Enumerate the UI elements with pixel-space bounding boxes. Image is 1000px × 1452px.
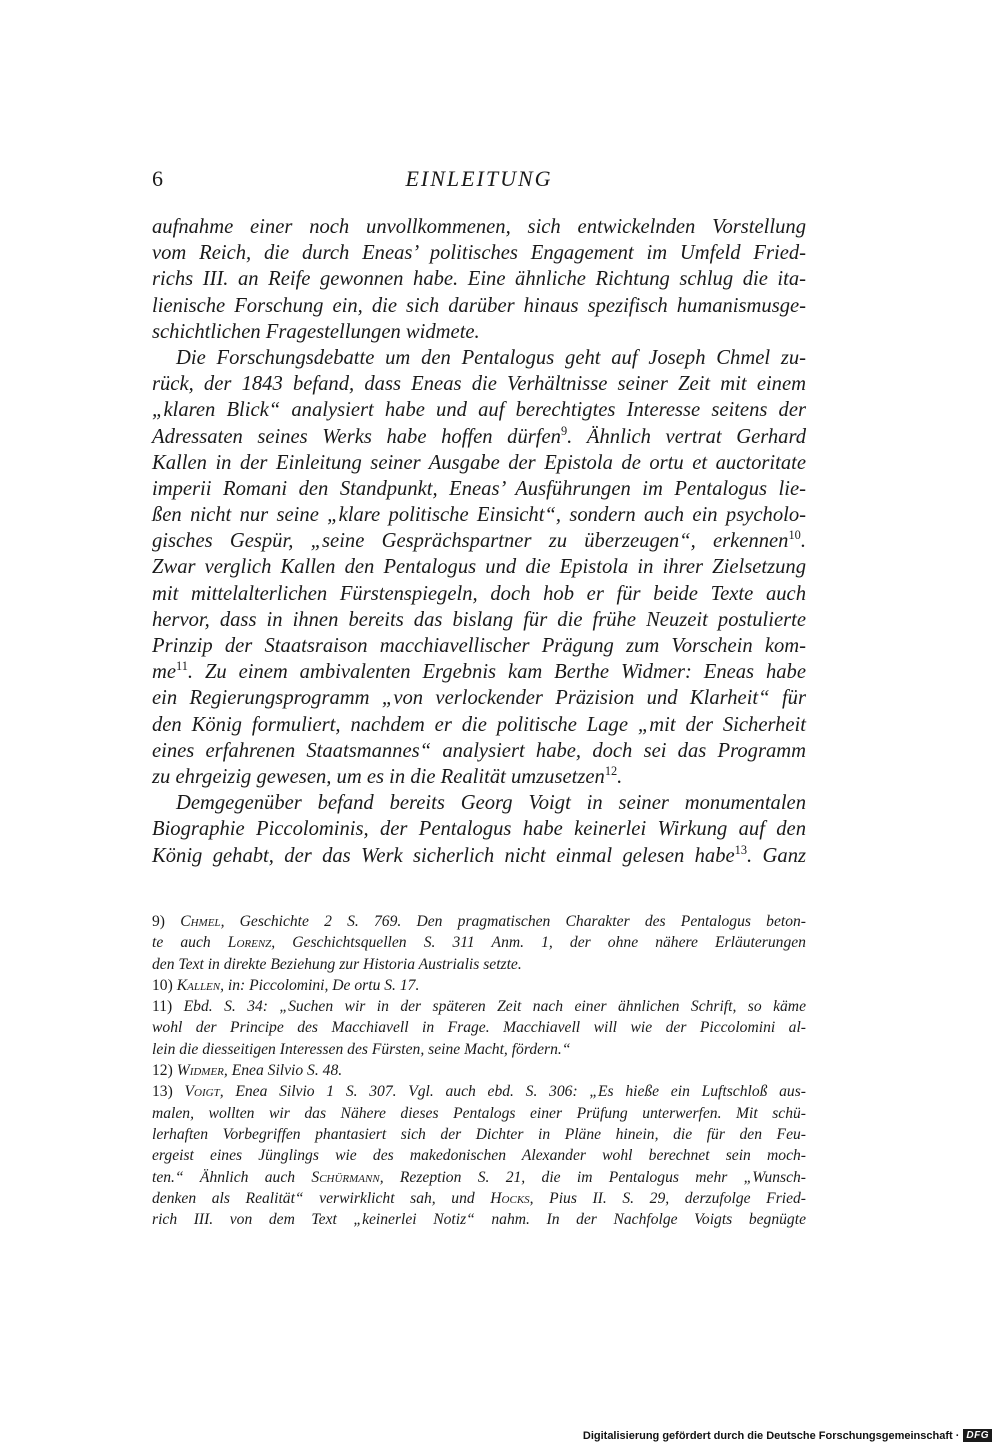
text-segment: . Zu einem ambivalenten Ergebnis kam Berthe Widmer: Eneas habe bbox=[187, 661, 806, 684]
author-name: Hocks bbox=[490, 1189, 530, 1207]
text-line: aufnahme einer noch unvollkommenen, sich entwickelnden Vorstellung bbox=[152, 216, 806, 238]
footnote-number: 13) bbox=[152, 1083, 173, 1101]
text-line: hervor, dass in ihnen bereits das bislang für die frühe Neuzeit postulierte bbox=[152, 608, 806, 631]
digitization-credit bbox=[583, 1429, 992, 1442]
text-segment: Adressaten seines Werks habe hoffen dürfen bbox=[152, 425, 561, 448]
footnote-text: , Enea Silvio S. 48. bbox=[223, 1062, 343, 1080]
text-line: schichtlichen Fragestellungen widmete. bbox=[152, 320, 480, 343]
footnote-text: ten.“ Ähnlich auch bbox=[152, 1168, 312, 1186]
footnote-13 bbox=[152, 1081, 806, 1102]
text-segment: . bbox=[747, 844, 763, 867]
footnote-9 bbox=[152, 911, 806, 932]
footnote-text: , Geschichte 2 S. 769. Den pragmatischen Charakter des Pentalogus beton- bbox=[220, 913, 806, 930]
text-line: ein Regierungsprogramm „von verlockender Präzision und Klarheit“ für bbox=[152, 687, 806, 710]
text-line: mit mittelalterlichen Fürstenspiegeln, doch hob er für beide Texte auch bbox=[152, 582, 806, 605]
footnote-text: , Rezeption S. 21, die im Pentalogus mehr „Wunsch- bbox=[379, 1168, 807, 1186]
footnote-line bbox=[152, 932, 806, 953]
running-title: EINLEITUNG bbox=[405, 166, 553, 191]
footnote-number: 10) bbox=[152, 976, 173, 994]
text-segment: gisches Gespür, „seine Gesprächspartner zu überzeugen“, erkennen bbox=[152, 530, 789, 553]
footnote-ref[interactable]: 13 bbox=[734, 842, 748, 857]
text-line: Prinzip der Staatsraison macchiavellischer Prägung zum Vorschein kom- bbox=[152, 635, 806, 657]
footnote-ref[interactable]: 12 bbox=[604, 764, 618, 779]
footnote-number: 11) bbox=[152, 998, 173, 1016]
text-line bbox=[152, 424, 806, 450]
dfg-logo: DFG bbox=[963, 1429, 992, 1442]
text-line: Demgegenüber befand bereits Georg Voigt in seiner monumentalen bbox=[176, 792, 806, 815]
footnote-ref[interactable]: 9 bbox=[560, 423, 568, 438]
text-line: „klaren Blick“ analysiert habe und auf berechtigtes Interesse seitens der bbox=[152, 399, 806, 422]
footnote-text: , in: Piccolomini, De ortu S. 17. bbox=[220, 976, 420, 994]
author-name: Kallen bbox=[176, 976, 221, 994]
text-line: richs III. an Reife gewonnen habe. Eine ähnliche Richtung schlug die ita- bbox=[152, 268, 806, 291]
footnote-text: , Geschichtsquellen S. 311 Anm. 1, der ohne nähere Erläuterungen bbox=[271, 934, 806, 952]
footnote-text: denken als Realität“ verwirklicht sah, und bbox=[152, 1189, 491, 1207]
footnotes bbox=[152, 911, 806, 1230]
text-segment: König gehabt, der das Werk sicherlich nicht einmal gelesen habe bbox=[152, 844, 735, 867]
footnote-line: malen, wollten wir das Nähere dieses Pentalogs einer Prüfung unterwerfen. Mit schü- bbox=[152, 1104, 806, 1122]
text-line: Kallen in der Einleitung seiner Ausgabe der Epistola de ortu et auctoritate bbox=[152, 451, 806, 474]
text-line: ßen nicht nur seine „klare politische Einsicht“, sondern auch ein psycholo- bbox=[152, 504, 806, 527]
text-line: Die Forschungsdebatte um den Pentalogus geht auf Joseph Chmel zu- bbox=[176, 346, 806, 369]
footnote-text: , Pius II. S. 29, derzufolge Fried- bbox=[529, 1189, 807, 1207]
text-segment: . bbox=[800, 530, 806, 553]
footnote-line: lerhaften Vorbegriffen phantasiert sich der Dichter in Pläne hinein, die für den Feu- bbox=[152, 1125, 806, 1143]
footnote-line: den Text in direkte Beziehung zur Historia Austrialis setzte. bbox=[152, 955, 522, 973]
text-segment: me bbox=[152, 661, 177, 684]
footnote-11 bbox=[152, 996, 806, 1017]
author-name: Chmel bbox=[180, 913, 221, 930]
text-line bbox=[152, 528, 806, 554]
author-name: Lorenz bbox=[227, 934, 272, 952]
footnote-12 bbox=[152, 1060, 806, 1081]
text-segment: . Ähnlich vertrat Gerhard bbox=[567, 425, 806, 448]
text-line: den König formuliert, nachdem er die politische Lage „mit der Sicherheit bbox=[152, 713, 806, 736]
footnote-text: , Enea Silvio 1 S. 307. Vgl. auch ebd. S. 306: „Es hieße ein Luftschloß aus- bbox=[219, 1083, 806, 1101]
text-line: imperii Romani den Standpunkt, Eneas’ Ausführungen im Pentalogus lie- bbox=[152, 477, 806, 500]
credit-text: Digitalisierung gefördert durch die Deutsche Forschungsgemeinschaft · bbox=[582, 1429, 960, 1442]
text-line: eines erfahrenen Staatsmannes“ analysiert habe, doch sei das Programm bbox=[152, 739, 806, 762]
footnote-line: rich III. von dem Text „keinerlei Notiz“ nahm. In der Nachfolge Voigts begnügte bbox=[152, 1211, 806, 1229]
author-name: Widmer bbox=[176, 1062, 224, 1080]
author-name: Voigt bbox=[184, 1083, 220, 1101]
footnote-line: ergeist eines Jünglings wie des makedonischen Alexander wohl berechnet sein moch- bbox=[152, 1147, 806, 1165]
footnote-line bbox=[152, 1188, 806, 1209]
page-header bbox=[152, 166, 806, 194]
page-number: 6 bbox=[152, 166, 163, 191]
footnote-number: 12) bbox=[152, 1062, 173, 1080]
footnote-ref[interactable]: 10 bbox=[788, 528, 801, 543]
footnote-line: lein die diesseitigen Interessen des Fürsten, seine Macht, fördern.“ bbox=[152, 1040, 571, 1058]
text-line: Zwar verglich Kallen den Pentalogus und die Epistola in ihrer Zielsetzung bbox=[152, 556, 806, 579]
main-text bbox=[152, 214, 806, 869]
text-segment: Ganz bbox=[762, 844, 807, 867]
text-line: Biographie Piccolominis, der Pentalogus habe keinerlei Wirkung auf den bbox=[152, 818, 806, 841]
footnote-line: wohl der Principe des Macchiavell in Frage. Macchiavell will wie der Piccolomini al- bbox=[152, 1019, 806, 1037]
text-line: lienische Forschung ein, die sich darüber hinaus spezifisch humanismusge- bbox=[152, 294, 806, 317]
text-line bbox=[152, 659, 806, 685]
text-line bbox=[152, 764, 806, 790]
footnote-number: 9) bbox=[152, 913, 165, 930]
author-name: Schürmann bbox=[311, 1168, 380, 1186]
text-line bbox=[152, 843, 806, 869]
text-segment: . bbox=[617, 765, 623, 788]
footnote-text: Ebd. S. 34: „Suchen wir in der späteren Zeit nach einer ähnlichen Schrift, so käme bbox=[183, 998, 806, 1016]
footnote-10 bbox=[152, 975, 806, 996]
footnote-line bbox=[152, 1167, 806, 1188]
text-segment: zu ehrgeizig gewesen, um es in die Realität umzusetzen bbox=[152, 765, 605, 788]
footnote-ref[interactable]: 11 bbox=[176, 659, 188, 674]
text-line: rück, der 1843 befand, dass Eneas die Verhältnisse seiner Zeit mit einem bbox=[152, 373, 806, 396]
footnote-text: te auch bbox=[152, 934, 228, 952]
text-line: vom Reich, die durch Eneas’ politisches Engagement im Umfeld Fried- bbox=[152, 242, 806, 265]
